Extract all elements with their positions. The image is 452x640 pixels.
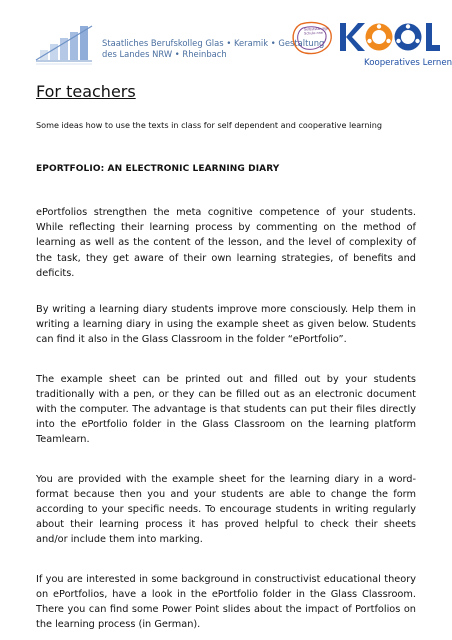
separator-dot: • <box>270 38 276 48</box>
paragraph-3: The example sheet can be printed out and filled out by your students traditionally with a pen, or they can be filled out as an electronic document with the computer. The advantage is that students can put their files directly into the ePortfolio folder in the Glass Classroom on the learning platform Teamlearn. <box>36 373 416 446</box>
kool-logo <box>338 20 442 54</box>
separator-dot: • <box>226 38 232 48</box>
paragraph-5: If you are interested in some background in constructivist educational theory on ePortfolios, have a look in the ePortfolio folder in the Glass Classroom. There you can find some Power Point slides about the impact of Portfolios on the learning process (in German). <box>36 573 416 631</box>
school-name-part-3: Gestaltung <box>278 38 325 48</box>
kool-caption: Kooperatives Lernen <box>364 58 452 68</box>
page-header <box>34 14 452 74</box>
school-name-part-2: Keramik <box>233 38 269 48</box>
badge-text-line-1: Selbstständige <box>303 26 330 32</box>
paragraph-2: By writing a learning diary students improve more consciously. Help them in writing a learning diary in using the example sheet as given below. Students can find it also in the Glass Classroom in the folder “ePortfolio”. <box>36 304 416 346</box>
school-name-part-5: Rheinbach <box>182 49 227 59</box>
school-name-part-4: des Landes NRW <box>102 49 173 59</box>
section-heading <box>36 163 416 175</box>
badge-text-line-2: Schule.nrw <box>304 30 323 36</box>
document-body <box>36 78 416 632</box>
paragraph-4: You are provided with the example sheet for the learning diary in a word-format because then you and your students are able to change the form according to your specific needs. To encourage students in writing regularly about their learning process it has proved helpful to check their sheets and/or include them into marking. <box>36 473 416 546</box>
school-name-part-1: Staatliches Berufskolleg Glas <box>102 38 224 48</box>
school-logo <box>34 22 96 70</box>
paragraph-1: ePortfolios strengthen the meta cognitive competence of your students. While reflecting their learning process by commenting on the method of learning as well as the content of the lesson, and the level of complexity of the task, they get aware of their own learning strategies, of benefits and deficits. <box>36 207 416 279</box>
intro-text: Some ideas how to use the texts in class for self dependent and cooperative learning <box>36 120 383 130</box>
page-title: For teachers <box>36 82 136 101</box>
selbststaendige-schule-badge <box>287 20 339 56</box>
separator-dot: • <box>174 49 180 59</box>
section-heading-text: EPORTFOLIO: AN ELECTRONIC LEARNING DIARY <box>36 164 280 174</box>
badge-text <box>304 26 329 35</box>
